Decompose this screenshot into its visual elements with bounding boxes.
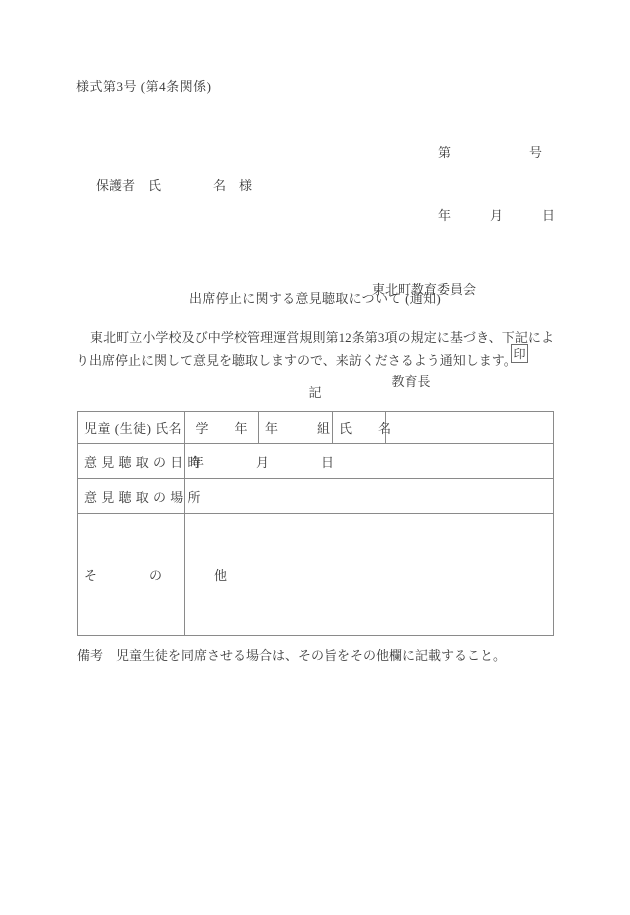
information-table bbox=[77, 411, 554, 636]
document-title: 出席停止に関する意見聴取について (通知) bbox=[189, 291, 441, 306]
row-label-hearing-place: 意 見 聴 取 の 場 所 bbox=[78, 479, 185, 514]
row-label-hearing-datetime: 意 見 聴 取 の 日 時 bbox=[78, 444, 185, 479]
body-line-1: 東北町立小学校及び中学校管理運営規則第12条第3項の規定に基づき、下記により出席停 bbox=[76, 330, 554, 368]
body-line-2: 止に関して意見を聴取しますので、来訪くださるよう通知します。 bbox=[128, 353, 517, 368]
table-row bbox=[78, 514, 554, 636]
cell-hearing-datetime[interactable]: 年 月 日 bbox=[185, 444, 554, 479]
row-label-other: そ の 他 bbox=[78, 514, 185, 636]
form-number: 様式第3号 (第4条関係) bbox=[76, 79, 212, 94]
addressee-line: 保護者 氏 名 様 bbox=[96, 178, 253, 193]
issuer-title: 教育長 bbox=[391, 374, 431, 389]
row-label-student-name: 児童 (生徒) 氏名 bbox=[78, 412, 185, 444]
document-date-line: 年 月 日 bbox=[438, 208, 556, 223]
cell-grade[interactable]: 学 年 bbox=[185, 412, 259, 444]
document-number-line: 第 号 bbox=[438, 145, 543, 160]
table-row bbox=[78, 444, 554, 479]
body-paragraph bbox=[76, 326, 554, 372]
table-row bbox=[78, 412, 554, 444]
cell-name-input[interactable] bbox=[386, 412, 554, 444]
cell-hearing-place[interactable] bbox=[185, 479, 554, 514]
footnote: 備考 児童生徒を同席させる場合は、その旨をその他欄に記載すること。 bbox=[77, 648, 507, 663]
ki-mark: 記 bbox=[308, 385, 322, 400]
issuer-organization: 東北町教育委員会 bbox=[372, 282, 477, 297]
cell-other[interactable] bbox=[185, 514, 554, 636]
cell-name-label: 氏 名 bbox=[333, 412, 386, 444]
cell-class[interactable]: 年 組 bbox=[259, 412, 333, 444]
table-row bbox=[78, 479, 554, 514]
seal-stamp-icon: 印 bbox=[511, 344, 528, 363]
